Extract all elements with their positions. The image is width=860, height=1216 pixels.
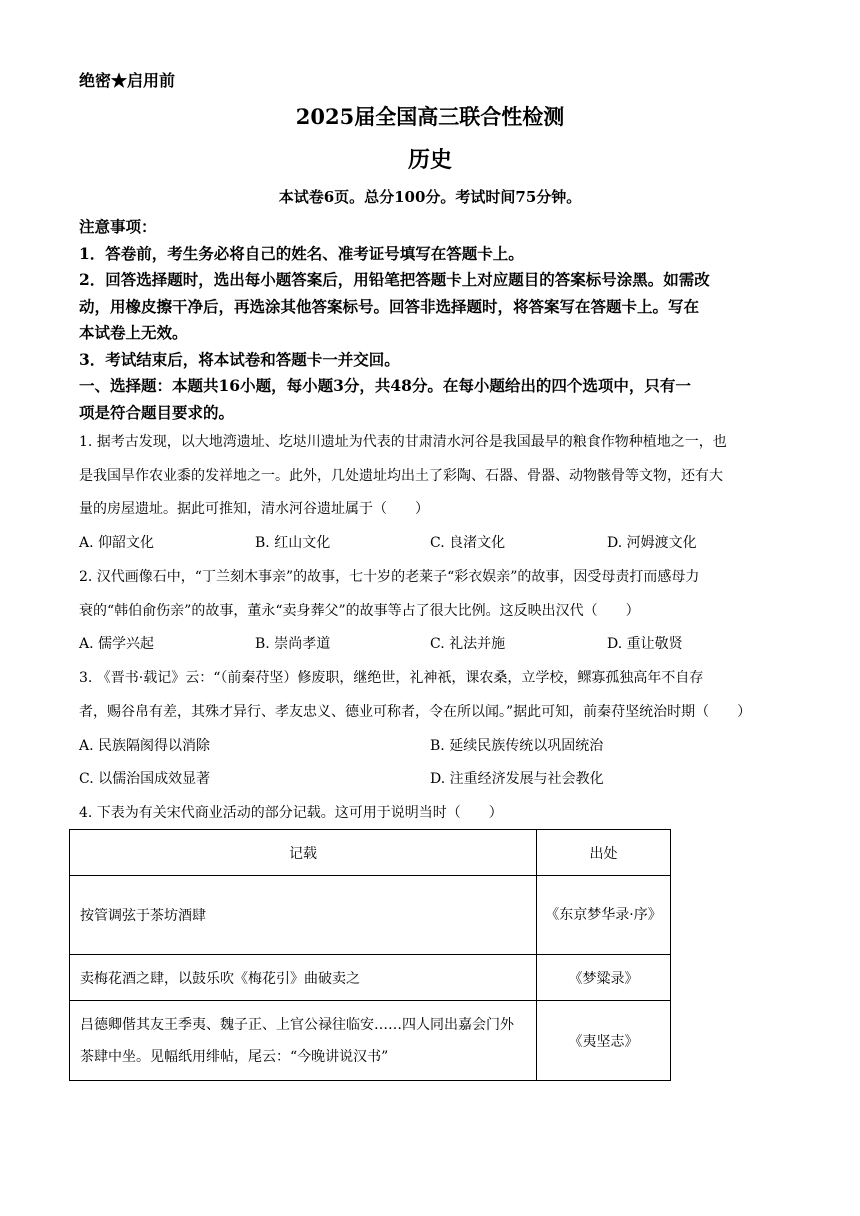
question-1-option-c: C. 良渚文化 (430, 535, 506, 551)
question-1-option-d: D. 河姆渡文化 (607, 535, 697, 551)
question-2-option-d: D. 重让敬贤 (607, 636, 683, 652)
question-1-option-a: A. 仰韶文化 (79, 535, 155, 551)
notice-item: 1．答卷前，考生务必将自己的姓名、准考证号填写在答题卡上。 (79, 244, 524, 263)
section-heading: 一、选择题：本题共16小题，每小题3分，共48分。在每小题给出的四个选项中，只有一 (79, 376, 691, 395)
records-table (69, 829, 671, 1081)
question-1-text: 量的房屋遗址。据此可推知，清水河谷遗址属于（ ） (79, 501, 429, 517)
question-3-text: 者，赐谷帛有差，其殊才异行、孝友忠义、德业可称者，令在所以闻。”据此可知，前秦苻坚统治时期（ ） (79, 704, 752, 720)
notice-heading: 注意事项： (79, 217, 157, 236)
notice-item: 2．回答选择题时，选出每小题答案后，用铅笔把答题卡上对应题目的答案标号涂黑。如需改 (79, 270, 710, 289)
exam-meta: 本试卷6页。总分100分。考试时间75分钟。 (278, 188, 582, 206)
notice-item: 动，用橡皮擦干净后，再选涂其他答案标号。回答非选择题时，将答案写在答题卡上。写在 (79, 297, 700, 316)
question-4-text: 4. 下表为有关宋代商业活动的部分记载。这可用于说明当时（ ） (79, 805, 503, 821)
question-2-text: 2. 汉代画像石中，“丁兰刻木事亲”的故事，七十岁的老莱子“彩衣娱亲”的故事，因受母责打而感母力 (79, 569, 700, 585)
table-cell-source: 《夷坚志》 (537, 1001, 671, 1081)
question-1-text: 是我国旱作农业黍的发祥地之一。此外，几处遗址均出土了彩陶、石器、骨器、动物骸骨等文物，还有大 (79, 468, 723, 484)
table-row (70, 955, 671, 1001)
notice-item: 本试卷上无效。 (79, 323, 188, 342)
table-cell-record: 按管调弦于茶坊酒肆 (70, 876, 537, 955)
section-heading-cont: 项是符合题目要求的。 (79, 403, 235, 422)
table-header-source: 出处 (537, 830, 671, 876)
notice-item: 3．考试结束后，将本试卷和答题卡一并交回。 (79, 350, 400, 369)
exam-title: 2025届全国高三联合性检测 (295, 104, 565, 129)
table-cell-source: 《东京梦华录·序》 (537, 876, 671, 955)
table-header-record: 记载 (70, 830, 537, 876)
table-cell-source: 《梦粱录》 (537, 955, 671, 1001)
table-cell-record: 卖梅花酒之肆，以鼓乐吹《梅花引》曲破卖之 (70, 955, 537, 1001)
question-3-option-a: A. 民族隔阂得以消除 (79, 738, 211, 754)
question-3-option-d: D. 注重经济发展与社会教化 (430, 771, 604, 787)
question-3-option-c: C. 以儒治国成效显著 (79, 771, 211, 787)
table-row (70, 876, 671, 955)
confidential-mark: 绝密★启用前 (79, 71, 176, 90)
question-1-option-b: B. 红山文化 (255, 535, 331, 551)
question-2-option-b: B. 崇尚孝道 (255, 636, 331, 652)
question-1-text: 1. 据考古发现，以大地湾遗址、圪垯川遗址为代表的甘肃清水河谷是我国最早的粮食作物种植地之一，也 (79, 434, 727, 450)
table-row (70, 1001, 671, 1081)
subject-title: 历史 (407, 147, 452, 173)
question-2-option-c: C. 礼法并施 (430, 636, 506, 652)
question-3-text: 3. 《晋书·载记》云：“（前秦苻坚）修废职，继绝世，礼神祇，课农桑，立学校，鳏寡孤独高年不自存 (79, 670, 704, 686)
question-2-text: 衰的“韩伯俞伤亲”的故事，董永“卖身葬父”的故事等占了很大比例。这反映出汉代（ ） (79, 603, 640, 619)
question-3-option-b: B. 延续民族传统以巩固统治 (430, 738, 604, 754)
table-cell-record: 吕德卿偕其友王季夷、魏子正、上官公禄往临安……四人同出嘉会门外茶肆中坐。见幅纸用绯帖，尾云：“今晚讲说汉书” (70, 1001, 537, 1081)
table-header-row (70, 830, 671, 876)
question-2-option-a: A. 儒学兴起 (79, 636, 155, 652)
